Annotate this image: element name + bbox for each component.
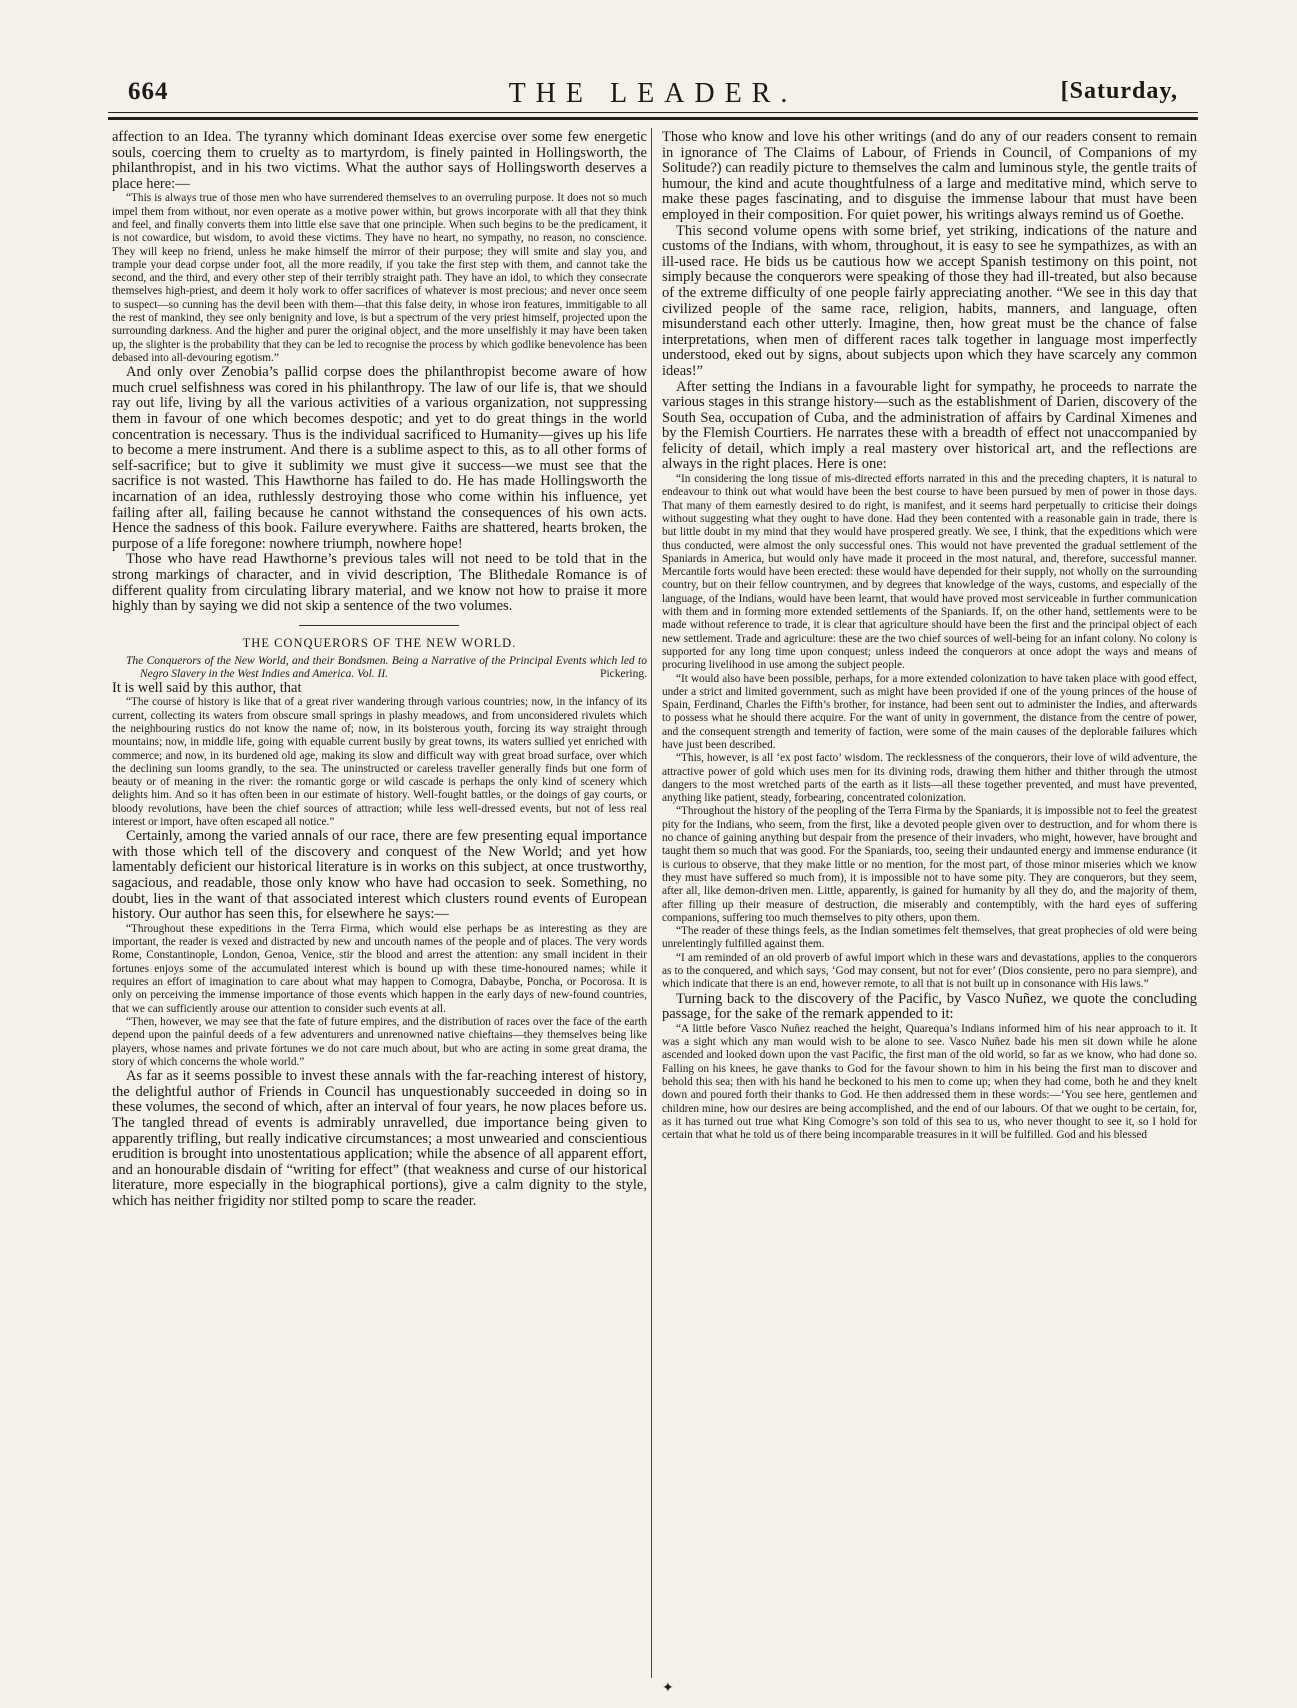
- issue-day: [Saturday,: [1060, 78, 1178, 104]
- quote: “Throughout these expeditions in the Terra Firma, which would else perhaps be as interesting as they are important, the reader is vexed and distracted by new and uncouth names of the people and of places. The very words Rome, Constantinople, London, Genoa, Venice, stir the blood and arrest the attention: any small incident in their fortunes enjoys some of the accumulated interest which is bound up with these time-honoured names; while it requires an effort of imagination to care about what may happen to Comogra, Dabaybe, Poncha, or Pocorosa. It is only on perceiving the immense importance of those events which happen in the early days of new-found countries, that we can sufficiently arouse our attention to consider such events at all.: [112, 922, 647, 1015]
- paragraph: Those who have read Hawthorne’s previous tales will not need to be told that in the strong markings of character, and in vivid description, The Blithedale Romance is of different quality from circulating library material, and we know not how to praise it more highly than by saying we did not skip a sentence of the two volumes.: [112, 551, 647, 615]
- quote: “This is always true of those men who have surrendered themselves to an overruling purpose. It does not so much impel them from without, nor even operate as a motive power within, but grows incorporate with all that they think and feel, and finally converts them into little else save that one principle. When such begins to be the predicament, it is not cowardice, but wisdom, to avoid these victims. They have no heart, no sympathy, no reason, no conscience. They will keep no friend, unless he make himself the mirror of their purpose; they will smite and slay you, and trample your dead corpse under foot, all the more readily, if you take the first step with them, and cannot take the second, and the third, and every other step of their terribly straight path. They have an idol, to which they consecrate themselves high-priest, and deem it holy work to offer sacrifices of whatever is most precious; and never once seem to suspect—so cunning has the devil been with them—that this false deity, in whose iron features, immitigable to all the rest of mankind, they see only benignity and love, is but a spectrum of the very priest himself, projected upon the surrounding darkness. And the higher and purer the original object, and the more unselfishly it may have been taken up, the slighter is the probability that they can be led to recognise the process by which godlike benevolence has been debased into all-devouring egotism.”: [112, 192, 647, 364]
- right-column: [662, 130, 1197, 1675]
- column-divider: [651, 128, 652, 1678]
- quote: “In considering the long tissue of mis-directed efforts narrated in this and the preceding chapters, it is natural to endeavour to think out what would have been the best course to have been pursued by men of power in those days. That many of them earnestly desired to do right, is manifest, and it seems hard perpetually to criticise their doings without suggesting what they ought to have done. Had they been contented with a reasonable gain in trade, there is but little doubt in my mind that they would have prospered greatly. We see, I think, that the expeditions which were thus conducted, were almost the only successful ones. This would not have prevented the gradual settlement of the Spaniards in America, but would only have made it proceed in the most natural, and, therefore, successful manner. Mercantile forts would have been erected: these would have depended for their supply, not wholly on the surrounding country, but on their fellow countrymen, and by degrees that knowledge of the ways, customs, and especially of the language, of the Indians, would have been learnt, that would have proved most serviceable in further communication with them and in forming more extended settlements of the Spaniards. If, on the other hand, settlements were to be made without reference to trade, it is clear that agriculture should have been the first and the principal object of each new settlement. Trade and agriculture: these are the two chief sources of well-being for an infant colony. No colony is supported for any long time upon conquest; unless indeed the conquerors at once adopt the ways and means of procuring livelihood in use among the subject people.: [662, 473, 1197, 672]
- citation-text: The Conquerors of the New World, and their Bondsmen. Being a Narrative of the Principal Events which led to Negro Slavery in the West Indies and America. Vol. II.: [126, 654, 647, 680]
- quote: “It would also have been possible, perhaps, for a more extended colonization to have taken place with good effect, under a strict and limited government, such as might have been provided if one of the young princes of the house of Spain, Ferdinand, Charles the Fifth’s brother, for instance, had been sent out to administer the Indies, and afterwards to possess what he should there acquire. For the want of unity in government, the distance from the centre of power, and the consequent strength and temerity of faction, were some of the main causes of the deplorable failures which have just been described.: [662, 672, 1197, 751]
- paragraph: Certainly, among the varied annals of our race, there are few presenting equal importance with those which tell of the discovery and conquest of the New World; and yet how lamentably deficient our historical literature is in works on this subject, at once trustworthy, sagacious, and readable, those only know who have had occasion to seek. Something, no doubt, lies in the want of that associated interest which clusters round events of European history. Our author has seen this, for elsewhere he says:—: [112, 828, 647, 923]
- quote: “A little before Vasco Nuñez reached the height, Quarequa’s Indians informed him of his near approach to it. It was a sight which any man would wish to be alone to see. Vasco Nuñez bade his men sit down while he alone ascended and looked down upon the vast Pacific, the first man of the old world, so far as we know, who had done so. Falling on his knees, he gave thanks to God for the favour shown to him in his being the first man to discover and behold this sea; then with his hand he beckoned to his men to come up; when they had come, both he and they knelt down and poured forth their thanks to God. He then addressed them in these words:—‘You see here, gentlemen and children mine, how our desires are being accomplished, and the end of our labours. Of that we ought to be certain, for, as it has turned out true what King Comogre’s son told of this sea to us, who never thought to see it, so I hold for certain that what he told us of there being incomparable treasures in it will be fulfilled. God and his blessed: [662, 1022, 1197, 1142]
- header-rule-thick: [108, 117, 1198, 120]
- paragraph: As far as it seems possible to invest these annals with the far-reaching interest of history, the delightful author of Friends in Council has unquestionably succeeded in doing so in these volumes, the second of which, after an interval of four years, he now places before us. The tangled thread of events is admirably unravelled, due importance being given to apparently trifling, but really indicative circumstances; a most unwearied and conscientious erudition is brought into unostentatious application; while the absence of all apparent effort, and an honourable disdain of “writing for effect” (that weakness and curse of our historical literature, more especially in the biographical portions), give a calm dignity to the style, which has neither frigidity nor stilted pomp to scare the reader.: [112, 1068, 647, 1209]
- header-rule-thin: [108, 112, 1198, 113]
- paragraph: Turning back to the discovery of the Pacific, by Vasco Nuñez, we quote the concluding passage, for the sake of the remark appended to it:: [662, 990, 1197, 1023]
- newspaper-title: THE LEADER.: [508, 78, 798, 109]
- section-divider: [299, 625, 459, 632]
- paragraph: And only over Zenobia’s pallid corpse does the philanthropist become aware of how much cruel selfishness was cored in his philanthropy. The law of our life is, that we should ray out life, living by all the various activities of a various organization, not suppressing them in favour of one which becomes despotic; and yet to do great things in the world concentration is necessary. Thus is the individual sacrificed to Humanity—gives up his life to become a mere instrument. And there is a sublime aspect to this, as to all other forms of self-sacrifice; but to give it sublimity we must give it success—we must see that the sacrifice is not wasted. This Hawthorne has failed to do. He has made Hollingsworth the incarnation of an idea, ruthlessly destroying those who come within his influence, yet failing after all, failing because he cannot withstand the consequences of his own acts. Hence the sadness of this book. Failure everywhere. Faiths are shattered, hearts broken, the purpose of a life foregone: nowhere triumph, nowhere hope!: [112, 364, 647, 552]
- left-column: [112, 130, 647, 1675]
- quote: “Then, however, we may see that the fate of future empires, and the distribution of races over the face of the earth depend upon the painful deeds of a few adventurers and unrenowned native chieftains—they themselves being like players, whose names and private fortunes we do not care much about, but who are acting in some great drama, the story of which concerns the whole world.”: [112, 1015, 647, 1068]
- quote: “Throughout the history of the peopling of the Terra Firma by the Spaniards, it is impossible not to feel the greatest pity for the Indians, who seem, from the first, like a devoted people given over to destruction, and for whom there is no chance of gaining anything but despair from the presence of their invaders, who might, however, have brought and taught them so much that was good. For the Spaniards, too, seeing their undaunted energy and immense endurance (it is curious to observe, that they make little or no mention, for the most part, of those minor miseries which we know they must have suffered so much from), it is impossible not to have some pity. They are conquerors, but they seem, after all, like demon-driven men. Little, apparently, is gained for humanity by all they do, and the majority of them, after filling up their measure of destruction, die miserably and contemptibly, with the hard eyes of suffering companions, suffering too much themselves to pity others, upon them.: [662, 805, 1197, 924]
- book-citation: [112, 655, 647, 681]
- page-number: 664: [128, 78, 169, 105]
- paragraph: Those who know and love his other writings (and do any of our readers consent to remain in ignorance of The Claims of Labour, of Friends in Council, of Companions of my Solitude?) can readily picture to themselves the calm and luminous style, the gentle traits of humour, the kind and acute thoughtfulness of a large and meditative mind, which serve to make these pages fascinating, and to disguise the immense labour that must have been employed in their composition. For quiet power, his writings always remind us of Goethe.: [662, 130, 1197, 223]
- quote: “The course of history is like that of a great river wandering through various countries; now, in the infancy of its current, collecting its waters from obscure small springs in plashy meadows, and from unconsidered rivulets which the neighbouring rustics do not know the name of; now, in its boisterous youth, forcing its way straight through mountains; now, in middle life, going with equable current busily by great towns, its waters sullied yet enriched with commerce; and now, in its burdened old age, making its slow and difficult way with great broad surface, over which the declining sun looms grandly, to the sea. The uninstructed or careless traveller generally finds but one form of beauty or of meaning in the river: the romantic gorge or wild cascade is perhaps the only kind of scenery which delights him. And so it has often been in our estimate of history. Well-fought battles, or the doings of gay courts, or bloody revolutions, have been the chief sources of attraction; while less well-dressed events, but not of less real interest or import, have often escaped all notice.”: [112, 696, 647, 828]
- quote: “The reader of these things feels, as the Indian sometimes felt themselves, that great prophecies of old were being unrelentingly fulfilled against them.: [662, 925, 1197, 951]
- paragraph: affection to an Idea. The tyranny which dominant Ideas exercise over some few energetic souls, coercing them to cruelty as to martyrdom, is finely painted in Hollingsworth, the philanthropist, and in his two victims. What the author says of Hollingsworth deserves a place here:—: [112, 130, 647, 192]
- footer-ornament-icon: ✦: [662, 1681, 674, 1696]
- masthead: [108, 78, 1198, 114]
- quote: “This, however, is all ‘ex post facto’ wisdom. The recklessness of the conquerors, their love of wild adventure, the attractive power of gold which uses men for its divining rods, drawing them hither and thither through the utmost dangers to the most wretched parts of the earth as it lists—all these together prevented, and must have prevented, anything like patient, steady, forbearing, concentrated colonization.: [662, 752, 1197, 805]
- citation-publisher: Pickering.: [600, 667, 647, 680]
- paragraph: It is well said by this author, that: [112, 679, 302, 696]
- paragraph: After setting the Indians in a favourable light for sympathy, he proceeds to narrate the various stages in this strange history—such as the establishment of Darien, discovery of the South Sea, occupation of Cuba, and the administration of affairs by Cardinal Ximenes and by the Flemish Courtiers. He narrates these with a breadth of effect not unaccompanied by felicity of detail, which imply a real mastery over historical art, and the reflections are always in the right places. Here is one:: [662, 378, 1197, 473]
- quote: “I am reminded of an old proverb of awful import which in these wars and devastations, applies to the conquerors as to the conquered, and which says, ‘God may consent, but not for ever’ (Dios consiente, pero no para siempre), and which indicate that there is an end, however remote, to all that is not built up in consonance with His laws.”: [662, 951, 1197, 991]
- paragraph: This second volume opens with some brief, yet striking, indications of the nature and customs of the Indians, with whom, throughout, it is easy to see he sympathizes, as with an ill-used race. He bids us be cautious how we accept Spanish testimony on this point, not simply because the conquerors were speaking of those they had ill-treated, but also because of the extreme difficulty of one people fairly appreciating another. “We see in this day that civilized people of the same race, religion, habits, manners, and language, often misunderstand each other utterly. Imagine, then, how great must be the chance of false interpretations, when men of different races talk together in language most imperfectly understood, eked out by signs, about subjects upon which they have scarcely any common ideas!”: [662, 222, 1197, 379]
- section-title: THE CONQUERORS OF THE NEW WORLD.: [242, 635, 517, 650]
